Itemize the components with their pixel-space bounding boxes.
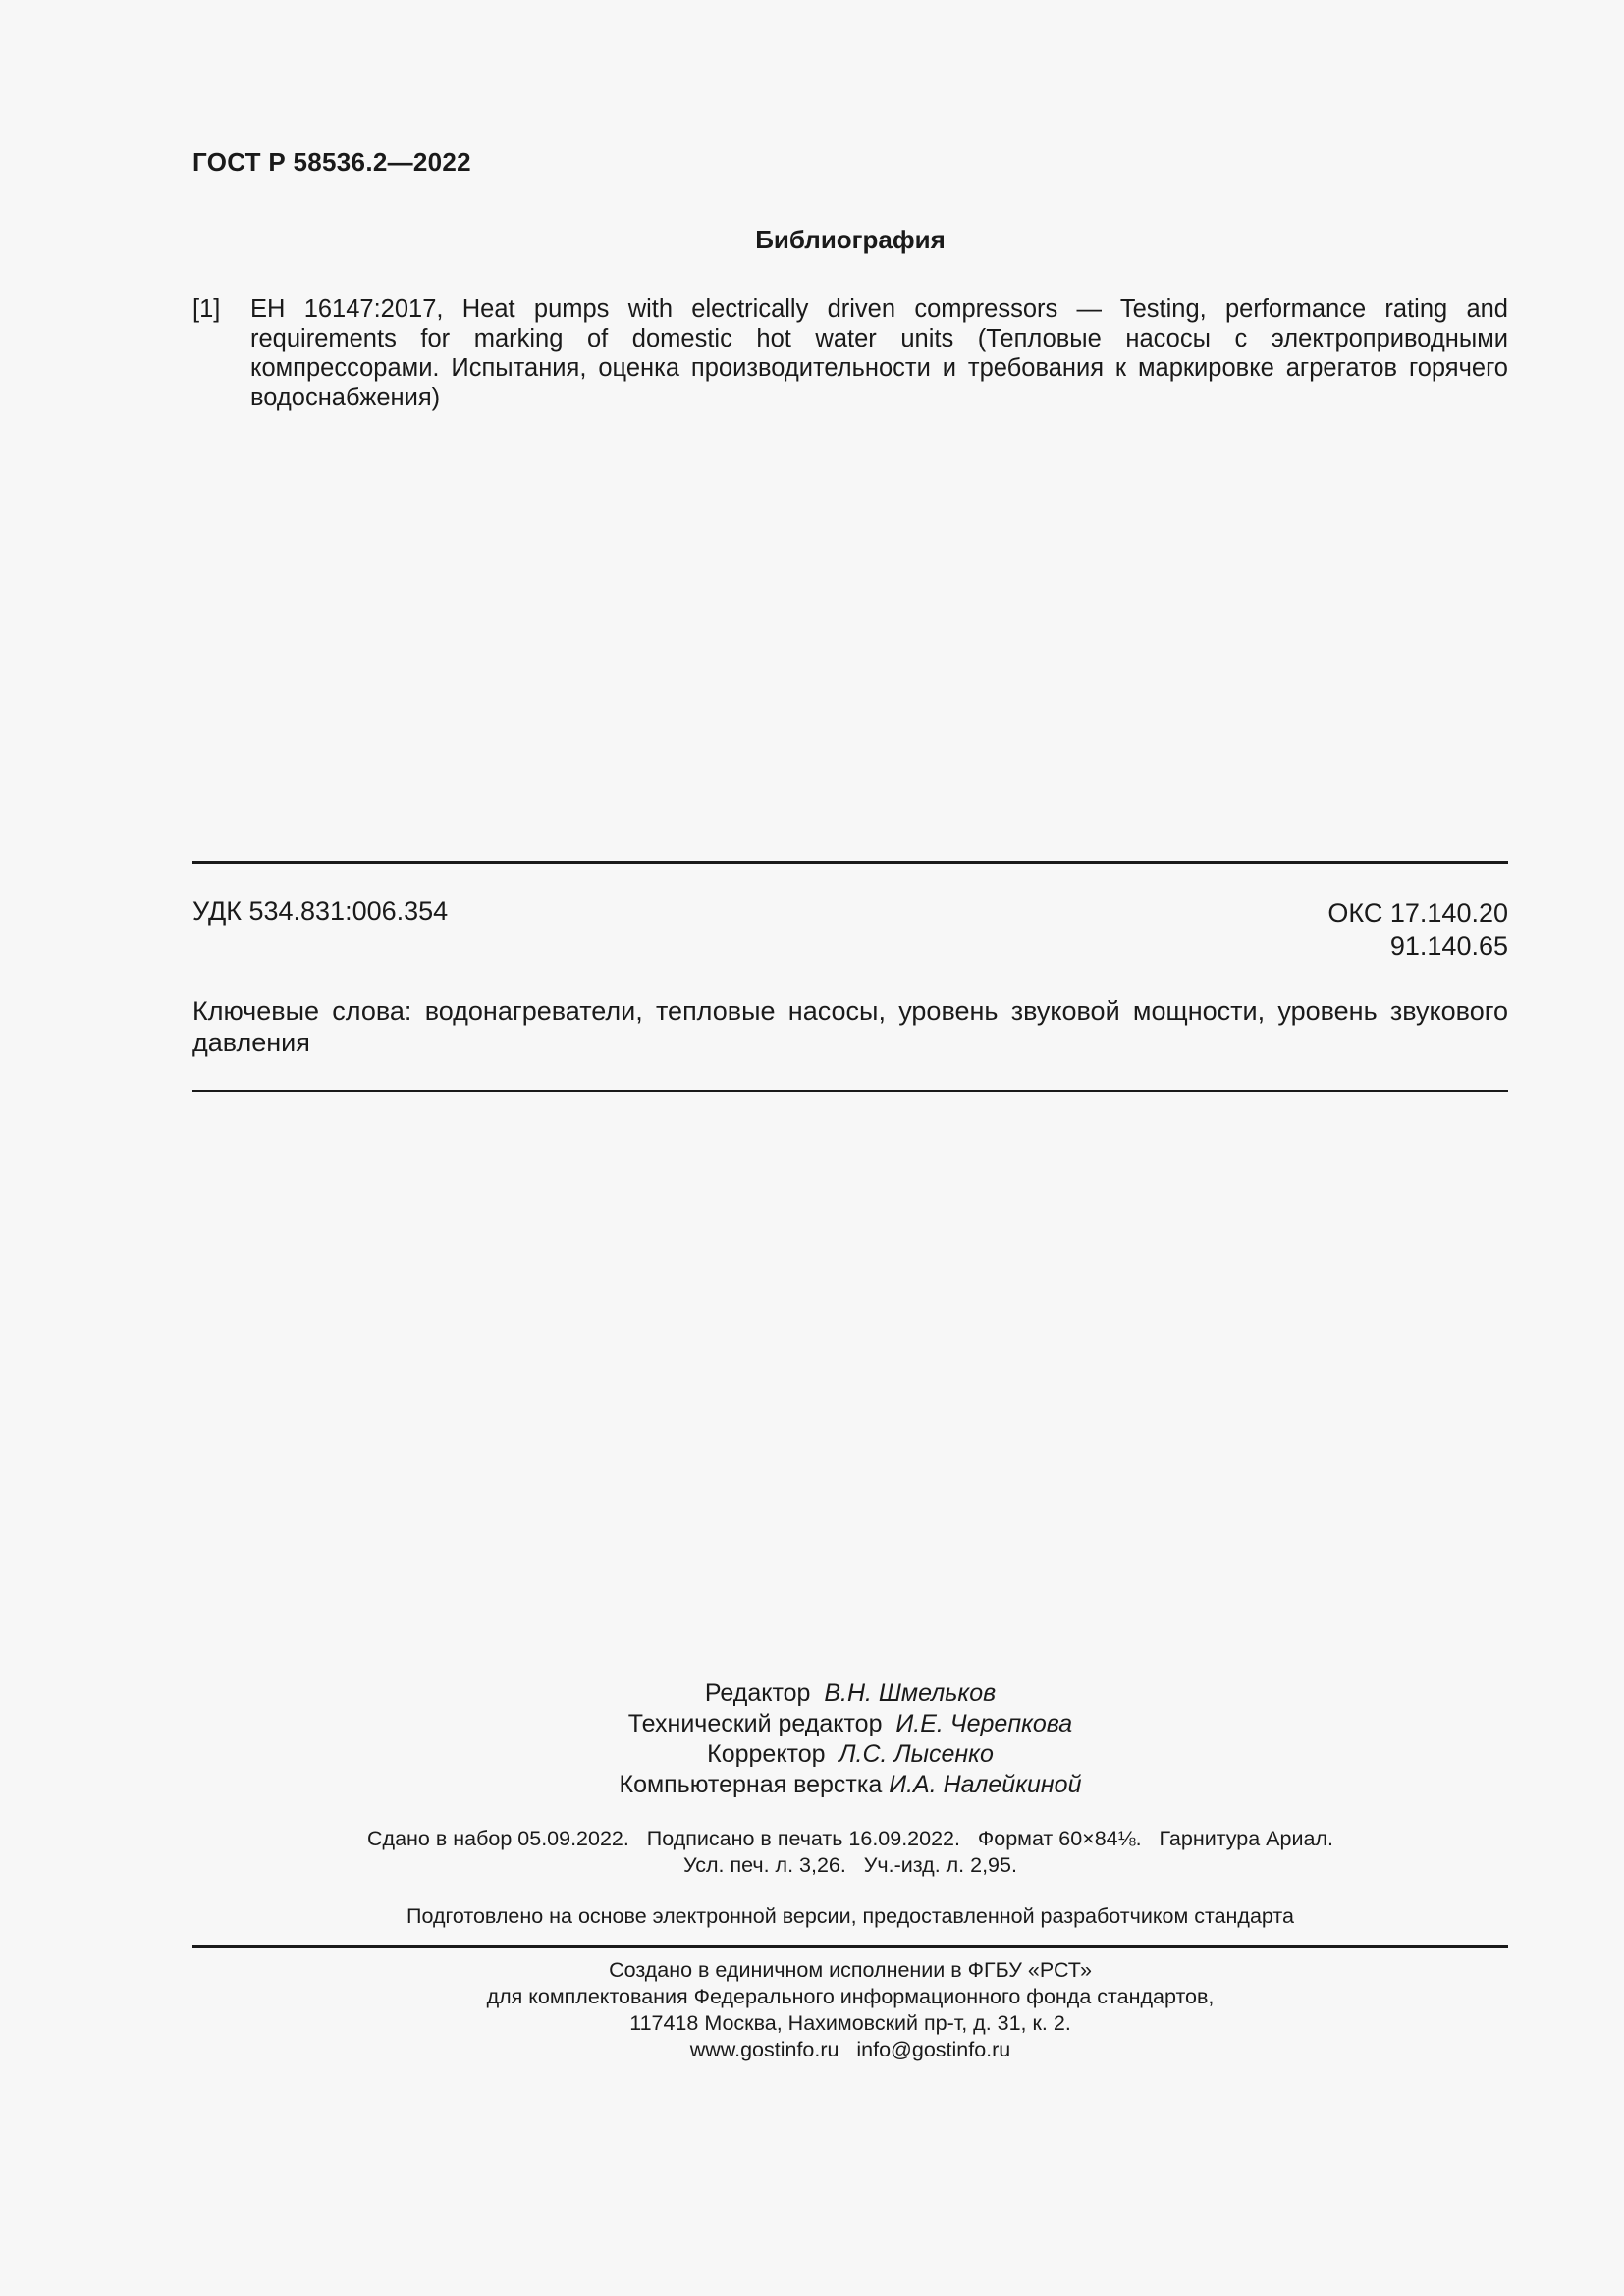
publisher-contacts: www.gostinfo.ru info@gostinfo.ru	[689, 2038, 1011, 2061]
udk-label: УДК	[192, 896, 242, 926]
bibliography-entry-text: ЕН 16147:2017, Heat pumps with electrically driven compressors — Testing, performance rating and requirements for marking of domestic hot water units (Тепловые насосы с электроприводными компрессорами. Испытания, оценка производительности и требования к маркировке агрегатов горячего водоснабжения)	[250, 295, 1508, 411]
divider-middle	[192, 1090, 1508, 1092]
print-info-line: Сдано в набор 05.09.2022. Подписано в печать 16.09.2022. Формат 60×84⅛. Гарнитура Ариал.	[367, 1827, 1333, 1850]
print-info	[192, 1826, 1508, 1879]
credit-role: Технический редактор	[627, 1710, 883, 1737]
credit-editor	[192, 1679, 1508, 1709]
credit-name: В.Н. Шмельков	[824, 1680, 997, 1707]
oks-row-2	[1327, 930, 1508, 963]
divider-bottom	[192, 1945, 1508, 1948]
oks-classification	[1327, 896, 1508, 963]
oks-value: 17.140.20	[1389, 898, 1508, 928]
oks-row-1	[1327, 896, 1508, 930]
credit-role: Корректор	[707, 1740, 826, 1768]
bibliography-title: Библиография	[755, 225, 946, 254]
credit-proofreader	[192, 1739, 1508, 1770]
print-info-line: Усл. печ. л. 3,26. Уч.-изд. л. 2,95.	[683, 1853, 1017, 1877]
credit-technical-editor	[192, 1709, 1508, 1739]
divider-top	[192, 861, 1508, 864]
document-code: ГОСТ Р 58536.2—2022	[192, 147, 471, 177]
publisher-info	[192, 1957, 1508, 2063]
keywords-value: водонагреватели, тепловые насосы, уровень звуковой мощности, уровень звукового давления	[192, 996, 1508, 1057]
document-page	[192, 0, 1508, 2296]
publisher-line: Создано в единичном исполнении в ФГБУ «РСТ»	[609, 1958, 1092, 1982]
keywords	[192, 995, 1508, 1058]
bibliography-entry-number: [1]	[192, 295, 221, 323]
credit-name: Л.С. Лысенко	[839, 1740, 994, 1768]
publisher-line: 117418 Москва, Нахимовский пр-т, д. 31, к. 2.	[629, 2011, 1071, 2035]
oks-label: ОКС	[1327, 898, 1383, 928]
credit-role: Редактор	[704, 1680, 811, 1707]
udk-classification	[192, 896, 448, 927]
bibliography-entry	[192, 294, 1508, 412]
oks-value: 91.140.65	[1389, 932, 1508, 961]
credit-name: И.Е. Черепкова	[895, 1710, 1073, 1737]
publisher-line: для комплектования Федерального информационного фонда стандартов,	[486, 1985, 1215, 2008]
credits-block	[192, 1679, 1508, 1800]
keywords-label: Ключевые слова:	[192, 996, 412, 1026]
credit-name: И.А. Налейкиной	[889, 1771, 1082, 1798]
udk-value: 534.831:006.354	[248, 896, 449, 926]
credit-role: Компьютерная верстка	[619, 1771, 883, 1798]
prepared-note: Подготовлено на основе электронной версии, предоставленной разработчиком стандарта	[406, 1904, 1294, 1928]
credit-layout	[192, 1770, 1508, 1800]
